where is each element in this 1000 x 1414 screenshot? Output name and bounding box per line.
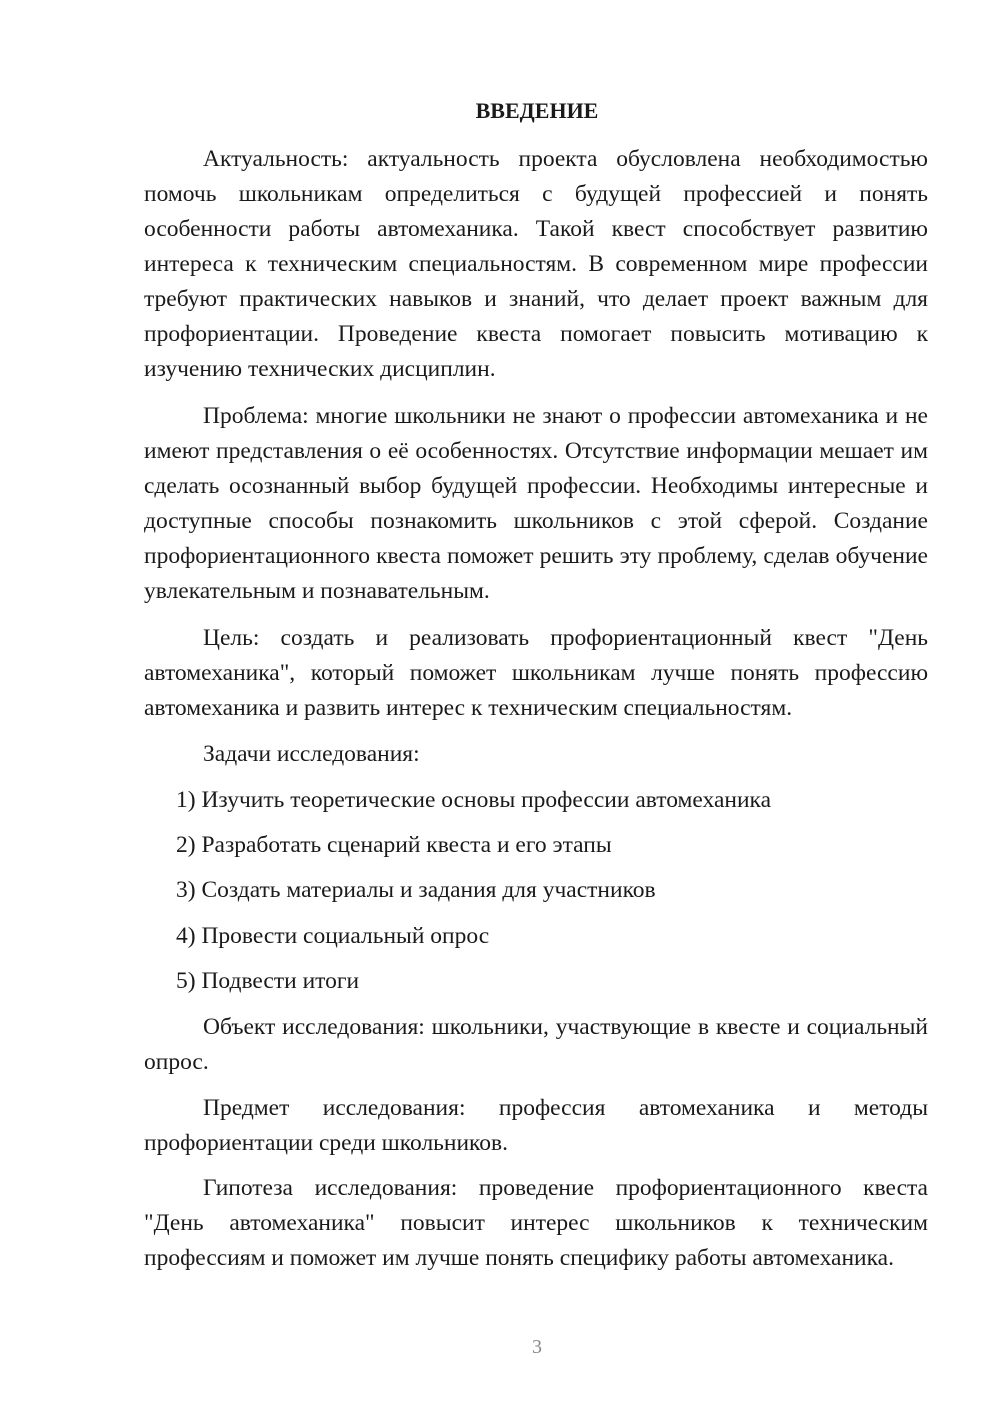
task-item-text: 1) Изучить теоретические основы профессии автомеханика (176, 787, 772, 813)
task-list-item (144, 964, 928, 999)
task-item-text: 5) Подвести итоги (176, 968, 360, 994)
paragraph-subject (144, 1091, 928, 1161)
paragraph-actuality-text: Актуальность: актуальность проекта обусловлена необходимостью помочь школьникам определиться с будущей профессией и понять особенности работы автомеханика. Такой квест способствует развитию интереса к техническим специальностям. В современном мире профессии требуют практических навыков и знаний, что делает проект важным для профориентации. Проведение квеста помогает повысить мотивацию к изучению технических дисциплин. (144, 146, 928, 382)
tasks-heading (144, 737, 928, 772)
task-item-text: 2) Разработать сценарий квеста и его этапы (176, 832, 612, 858)
document-title: ВВЕДЕНИЕ (475, 98, 599, 123)
paragraph-goal-text: Цель: создать и реализовать профориентационный квест "День автомеханика", который поможет школьникам лучше понять профессию автомеханика и развить интерес к техническим специальностям. (144, 625, 928, 721)
task-list-item (144, 873, 928, 908)
paragraph-problem (144, 399, 928, 609)
paragraph-object (144, 1010, 928, 1080)
paragraph-hypothesis-text: Гипотеза исследования: проведение профориентационного квеста "День автомеханика" повысит интерес школьников к техническим профессиям и поможет им лучше понять специфику работы автомеханика. (144, 1175, 928, 1271)
paragraph-goal (144, 621, 928, 726)
paragraph-problem-text: Проблема: многие школьники не знают о профессии автомеханика и не имеют представления о её особенностях. Отсутствие информации мешает им сделать осознанный выбор будущей профессии. Необходимы интересные и доступные способы познакомить школьников с этой сферой. Создание профориентационного квеста поможет решить эту проблему, сделав обучение увлекательным и познавательным. (144, 403, 928, 604)
task-list-item (144, 919, 928, 954)
tasks-heading-text: Задачи исследования: (203, 741, 420, 767)
task-list-item (144, 828, 928, 863)
paragraph-object-text: Объект исследования: школьники, участвующие в квесте и социальный опрос. (144, 1014, 928, 1075)
paragraph-actuality (144, 142, 928, 387)
page-number: 3 (532, 1336, 542, 1358)
task-list-item (144, 783, 928, 818)
paragraph-hypothesis (144, 1171, 928, 1276)
paragraph-subject-text: Предмет исследования: профессия автомеханика и методы профориентации среди школьников. (144, 1095, 928, 1156)
task-item-text: 4) Провести социальный опрос (176, 923, 490, 949)
task-item-text: 3) Создать материалы и задания для участников (176, 877, 656, 903)
